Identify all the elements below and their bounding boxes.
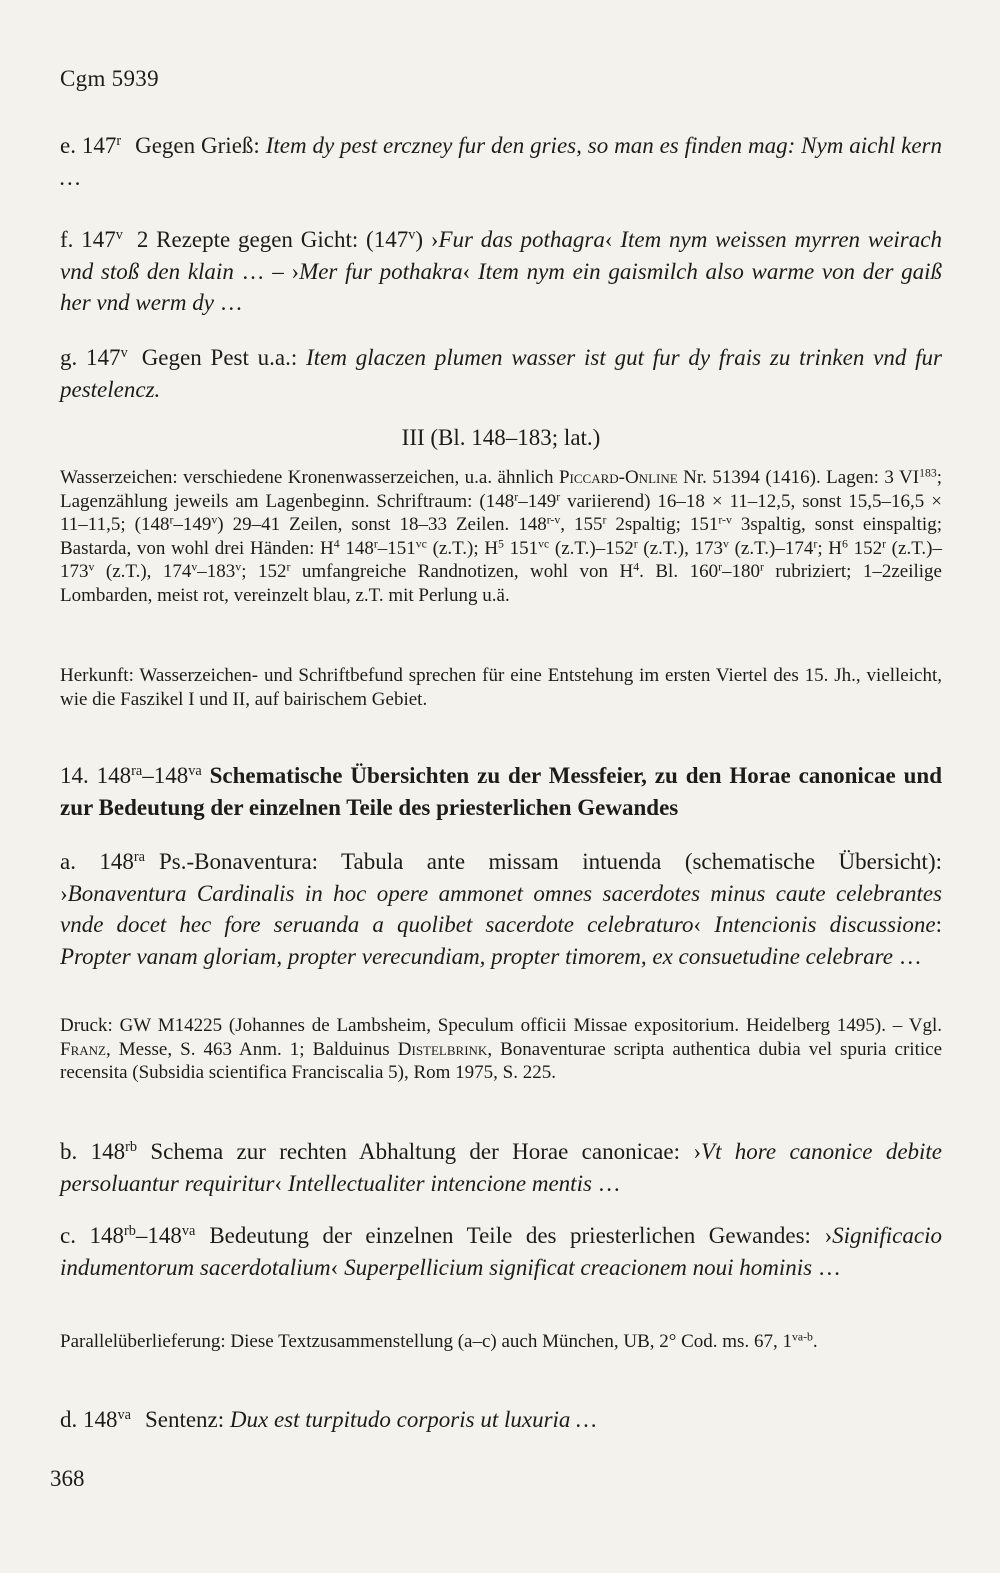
page-number: 368 <box>50 1466 85 1491</box>
parallel-transmission: Parallelüberlieferung: Diese Textzusammenstellung (a–c) auch München, UB, 2° Cod. ms. 67, $1^{va-b}$. <box>60 1330 818 1352</box>
entry-14c: c. $148^{rb}-148^{va}$ Bedeutung der einzelnen Teile des priesterlichen Gewandes: ›Significacio indumentorum sacerdotalium‹ Superpellicium significat creacionem noui hominis … <box>60 1223 942 1280</box>
entry-14b: b. $148^{rb}$ Schema zur rechten Abhaltung der Horae canonicae: ›Vt hore canonice debite persoluantur requiritur‹ Intellectualiter intencione mentis … <box>60 1139 943 1196</box>
item-14-title: 14. $148^{ra}-148^{va}$ Schematische Übersichten zu der Messfeier, zu den Horae canonicae und zur Bedeutung der einzelnen Teile des priesterlichen Gewandes <box>60 763 943 820</box>
provenance-paragraph: Herkunft: Wasserzeichen- und Schriftbefund sprechen für eine Entstehung im ersten Viertel des 15. Jh., vielleicht, wie die Faszikel I und II, auf bairischem Gebiet. <box>60 665 942 710</box>
codicology-paragraph: Wasserzeichen: verschiedene Kronenwasserzeichen, u.a. ähnlich Piccard-Online Nr. 51394 (1416). Lagen: 3 VI$^{183}$; Lagenzählung jeweils am Lagenbeginn. Schriftraum: (148$^r$–149$^r$ variierend) 16–18 × 11–12,5, sonst 15,5–16,5 × 11–11,5; (148$^r$–149$^v$) 29–41 Zeilen, sonst 18–33 Zeilen. 148$^{r-v}$, 155$^r$ 2spaltig; 151$^{r-v}$ 3spaltig, sonst einspaltig; Bastarda, von wohl drei Händen: $H^4$ $148^r-151^{vc}$ (z.T.); $H^5$ $151^{vc}$ (z.T.)–152$^r$ (z.T.), 173$^v$ (z.T.)–174$^r$; $H^6$ 152$^r$ (z.T.)–173$^v$ (z.T.), 174$^v$–183$^v$; 152$^r$ umfangreiche Randnotizen, wohl von $H^4$. Bl. 160$^r$–180$^r$ rubriziert; 1–2zeilige Lombarden, meist rot, vereinzelt blau, z.T. mit Perlung u.ä. <box>60 466 942 606</box>
entry-e: e. 147$^r$ Gegen Grieß: Item dy pest erczney fur den gries, so man es finden mag: Nym aichl kern … <box>60 133 942 190</box>
entry-14d: d. $148^{va}$ Sentenz: Dux est turpitudo corporis ut luxuria … <box>60 1407 597 1432</box>
print-reference: Druck: GW M14225 (Johannes de Lambsheim, Speculum officii Missae expositorium. Heidelberg 1495). – Vgl. Franz, Messe, S. 463 Anm. 1; Balduinus Distelbrink, Bonaventurae scripta authentica dubia vel spuria critice recensita (Subsidia scientifica Franciscalia 5), Rom 1975, S. 225. <box>60 1015 943 1083</box>
entry-14a: a. $148^{ra}$ Ps.-Bonaventura: Tabula ante missam intuenda (schematische Übersicht): ›Bonaventura Cardinalis in hoc opere ammonet omnes sacerdotes minus caute celebrantes vnde docet hec fore seruanda a quolibet sacerdote celebraturo‹ Intencionis discussione: Propter vanam gloriam, propter verecundiam, propter timorem, ex consuetudine celebrare … <box>60 849 943 969</box>
entry-f: f. 147$^v$ 2 Rezepte gegen Gicht: (147$^v$) ›Fur das pothagra‹ Item nym weissen myrren weirach vnd stoß den klain … – ›Mer fur pothakra‹ Item nym ein gaismilch also warme von der gaiß her vnd werm dy … <box>60 227 942 315</box>
running-header: Cgm 5939 <box>60 66 159 91</box>
section-heading: III (Bl. 148–183; lat.) <box>401 425 601 450</box>
entry-g: g. 147$^v$ Gegen Pest u.a.: Item glaczen plumen wasser ist gut fur dy frais zu trinken vnd fur pestelencz. <box>60 345 942 402</box>
